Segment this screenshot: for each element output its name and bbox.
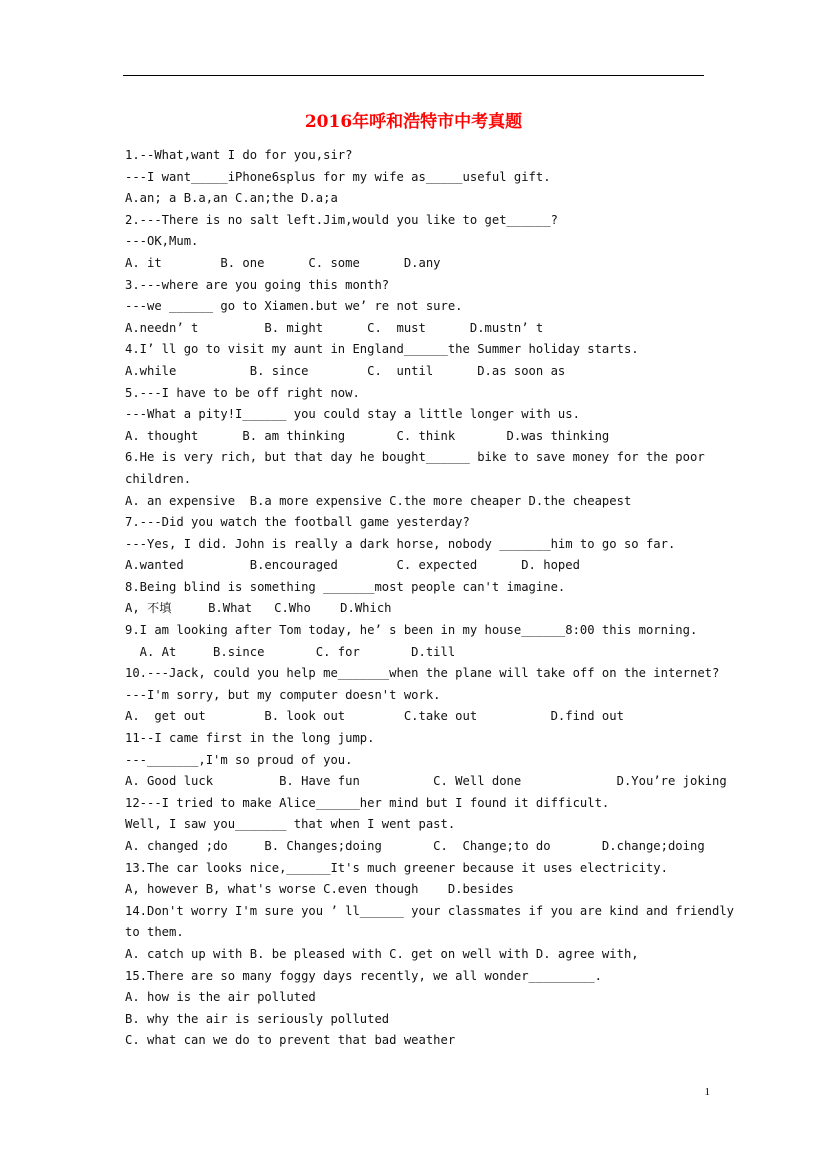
text-line: ---_______,I'm so proud of you.: [125, 752, 353, 767]
text-line: A, 不填 B.What C.Who D.Which: [125, 601, 392, 616]
page-number: 1: [704, 1086, 710, 1098]
text-line: ---I'm sorry, but my computer doesn't work.: [125, 687, 441, 702]
text-line: A. thought B. am thinking C. think D.was thinking: [125, 428, 610, 443]
header-rule: [123, 75, 704, 76]
text-line: A.needn’ t B. might C. must D.mustn’ t: [125, 320, 544, 335]
page-title: 2016年呼和浩特市中考真题: [304, 112, 523, 132]
text-line: A.while B. since C. until D.as soon as: [125, 363, 566, 378]
text-line: A. changed ;do B. Changes;doing C. Change;to do D.change;doing: [125, 839, 705, 853]
text-line: ---OK,Mum.: [125, 234, 199, 249]
text-line: A. get out B. look out C.take out D.find out: [125, 709, 624, 724]
text-line: 1.--What,want I do for you,sir?: [125, 148, 353, 162]
text-line: 5.---I have to be off right now.: [125, 385, 360, 400]
text-line: ---we ______ go to Xiamen.but we’ re not sure.: [125, 299, 463, 314]
text-line: 10.---Jack, could you help me_______when the plane will take off on the internet?: [125, 666, 720, 681]
text-line: A. At B.since C. for D.till: [125, 644, 456, 659]
text-line: A. Good luck B. Have fun C. Well done D.You’re joking: [125, 774, 727, 789]
question-body: [125, 145, 735, 1052]
text-line: A, however B, what's worse C.even though D.besides: [125, 882, 514, 897]
text-line: A. how is the air polluted: [125, 990, 316, 1005]
text-line: 7.---Did you watch the football game yesterday?: [125, 515, 470, 530]
text-line: ---I want_____iPhone6splus for my wife as_____useful gift.: [125, 169, 551, 184]
text-line: 3.---where are you going this month?: [125, 277, 390, 292]
text-line: 8.Being blind is something _______most people can't imagine.: [125, 579, 566, 594]
text-line: A.wanted B.encouraged C. expected D. hoped: [125, 558, 580, 573]
text-line: children.: [125, 471, 192, 486]
text-line: 15.There are so many foggy days recently, we all wonder_________.: [125, 968, 602, 983]
text-line: B. why the air is seriously polluted: [125, 1011, 390, 1026]
text-line: A.an; a B.a,an C.an;the D.a;a: [125, 191, 338, 206]
text-line: 14.Don't worry I'm sure you ’ ll______ your classmates if you are kind and friendly: [125, 903, 735, 918]
text-line: 13.The car looks nice,______It's much greener because it uses electricity.: [125, 860, 668, 875]
text-line: 4.I’ ll go to visit my aunt in England______the Summer holiday starts.: [125, 342, 639, 357]
text-line: to them.: [125, 925, 184, 940]
text-line: Well, I saw you_______ that when I went past.: [125, 817, 456, 832]
text-line: A. an expensive B.a more expensive C.the more cheaper D.the cheapest: [125, 493, 632, 508]
text-line: A. it B. one C. some D.any: [125, 255, 441, 270]
text-line: 6.He is very rich, but that day he bought______ bike to save money for the poor: [125, 450, 705, 465]
text-line: ---Yes, I did. John is really a dark horse, nobody _______him to go so far.: [125, 536, 676, 551]
text-line: 9.I am looking after Tom today, he’ s been in my house______8:00 this morning.: [125, 623, 698, 638]
text-line: 12---I tried to make Alice______her mind but I found it difficult.: [125, 795, 610, 810]
text-line: 2.---There is no salt left.Jim,would you like to get______?: [125, 212, 558, 227]
text-line: C. what can we do to prevent that bad weather: [125, 1033, 456, 1048]
text-line: A. catch up with B. be pleased with C. get on well with D. agree with,: [125, 946, 639, 961]
text-line: 11--I came first in the long jump.: [125, 731, 375, 746]
text-line: ---What a pity!I______ you could stay a little longer with us.: [125, 407, 580, 422]
